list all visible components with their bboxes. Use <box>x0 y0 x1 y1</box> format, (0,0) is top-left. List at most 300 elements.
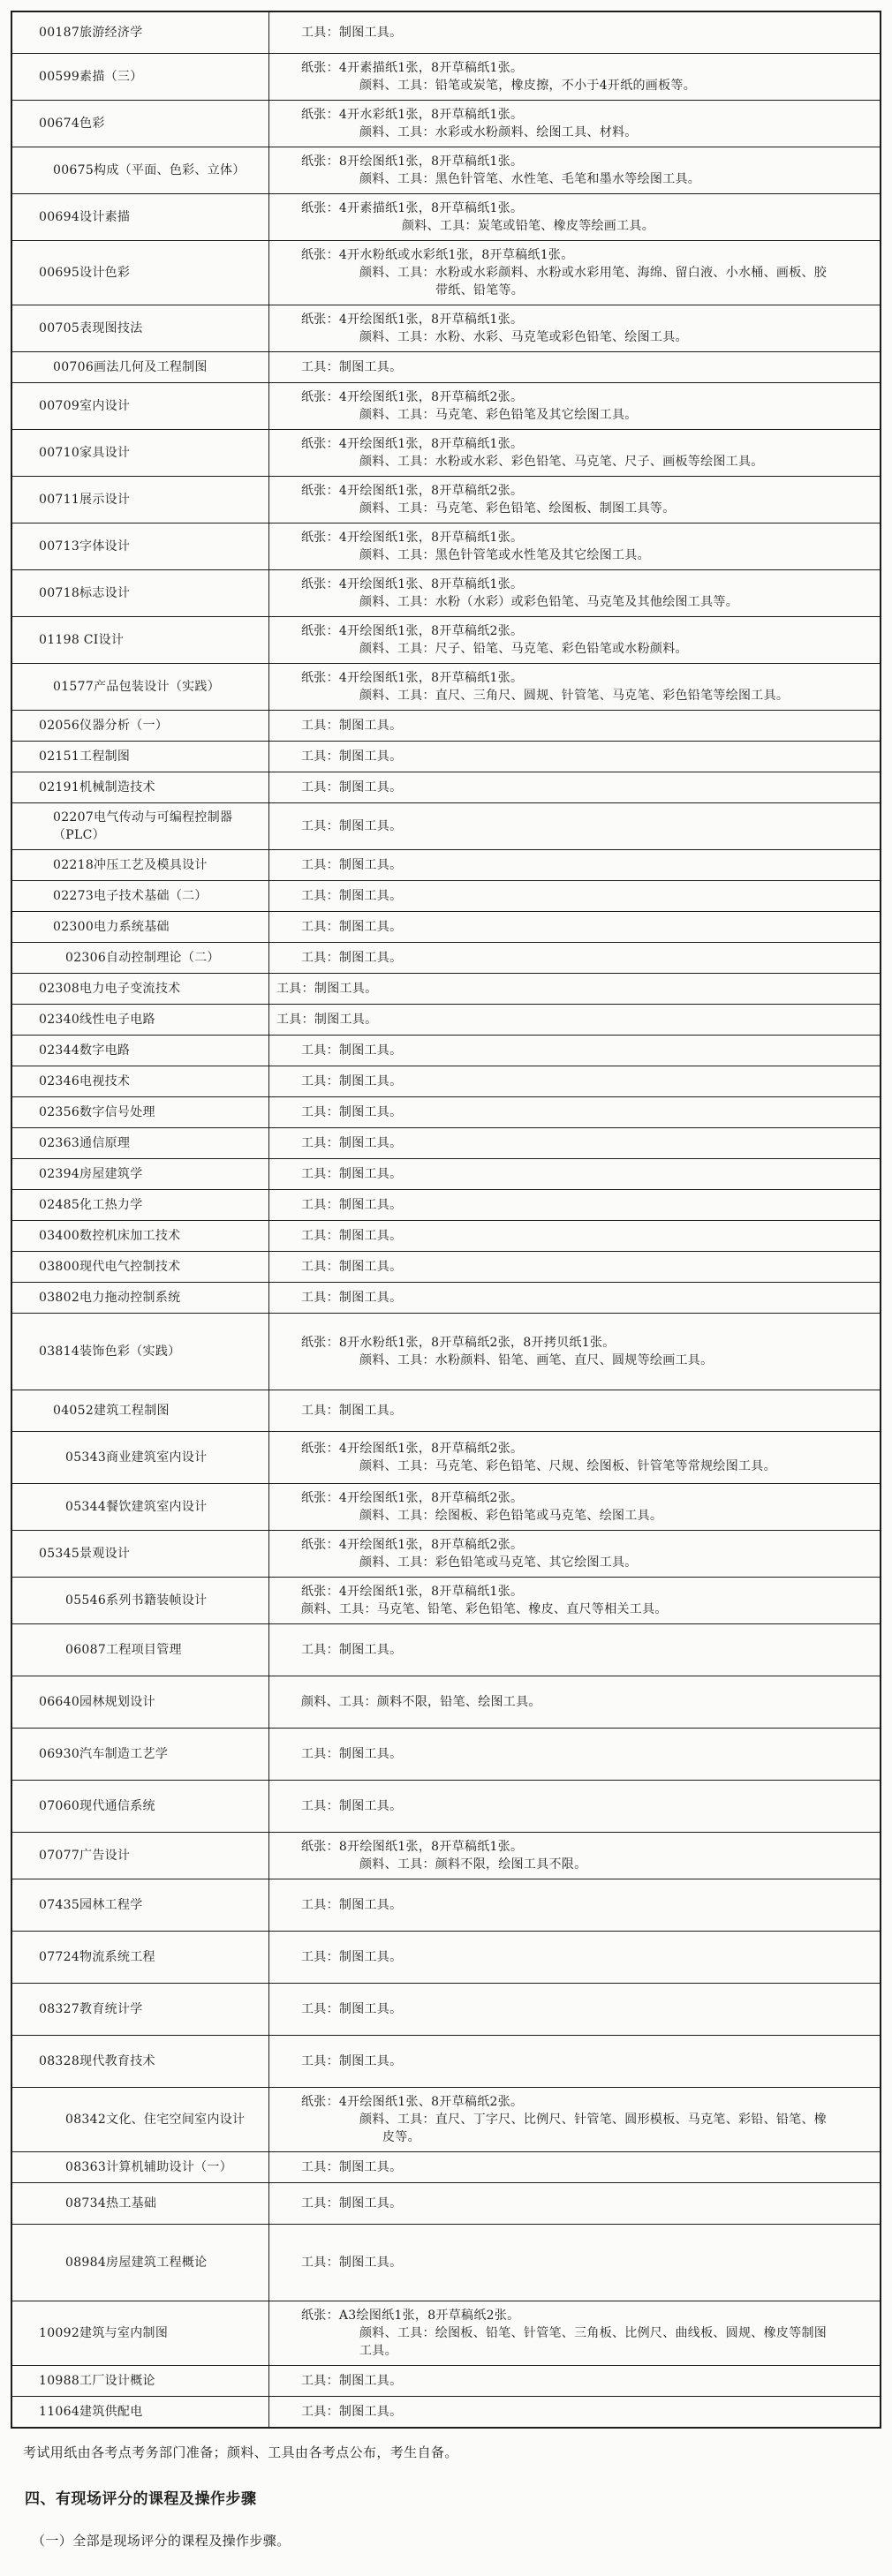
course-name-text: 06640园林规划设计 <box>39 1695 155 1709</box>
table-row <box>12 849 880 880</box>
course-name-text: 02306自动控制理论（二） <box>65 951 220 965</box>
course-name-cell <box>12 2225 269 2301</box>
requirements-cell <box>269 1159 880 1189</box>
requirement-text: 纸张：4开绘图纸1张，8开草稿纸1张。 <box>301 671 524 685</box>
requirement-text: 工具：制图工具。 <box>301 780 403 795</box>
requirement-text: 工具：制图工具。 <box>301 1404 403 1418</box>
table-row <box>12 1251 880 1282</box>
course-name-text: 00705表现图技法 <box>39 321 143 335</box>
course-name-cell <box>12 912 269 942</box>
requirements-cell <box>269 1128 880 1158</box>
course-name-cell <box>12 523 269 569</box>
requirements-cell <box>269 477 880 523</box>
requirement-text: 纸张：4开绘图纸1张，8开草稿纸2张。 <box>301 484 524 498</box>
requirement-text: 颜料、工具：尺子、铅笔、马克笔、彩色铅笔或水粉颜料。 <box>359 642 688 656</box>
table-row <box>12 2035 880 2087</box>
requirements-cell <box>269 1314 880 1390</box>
course-name-text: 06087工程项目管理 <box>65 1643 182 1657</box>
requirements-cell <box>269 101 880 147</box>
requirements-cell <box>269 2152 880 2182</box>
requirements-cell <box>269 850 880 880</box>
section-heading: 四、有现场评分的课程及操作步骤 <box>25 2490 257 2508</box>
course-name-cell <box>12 1314 269 1390</box>
requirement-text: 工具：制图工具。 <box>301 1799 403 1813</box>
requirement-text: 工具：制图工具。 <box>301 2256 403 2270</box>
course-name-cell <box>12 2397 269 2427</box>
course-name-cell <box>12 194 269 240</box>
requirement-text: 颜料、工具：水粉、水彩、马克笔或彩色铅笔、绘图工具。 <box>359 330 688 344</box>
table-row <box>12 1313 880 1390</box>
course-name-text: 06930汽车制造工艺学 <box>39 1747 169 1761</box>
course-name-cell <box>12 1932 269 1983</box>
table-row <box>12 1189 880 1220</box>
requirement-text: 带纸、铅笔等。 <box>435 283 525 298</box>
course-name-text: 08327教育统计学 <box>39 2002 143 2016</box>
requirement-text: 颜料、工具：直尺、丁字尺、比例尺、针管笔、圆形模板、马克笔、彩铅、铅笔、橡 <box>359 2113 828 2127</box>
requirement-text: 颜料、工具：水粉或水彩颜料、水粉或水彩用笔、海绵、留白液、小水桶、画板、胶 <box>359 266 828 280</box>
requirements-cell <box>269 523 880 569</box>
course-name-text: 02356数字信号处理 <box>39 1105 155 1119</box>
requirement-text: 工具：制图工具。 <box>301 858 403 872</box>
course-name-text: 02363通信原理 <box>39 1136 131 1150</box>
course-name-cell <box>12 742 269 772</box>
course-name-text: 03802电力拖动控制系统 <box>39 1291 181 1305</box>
requirement-text: 纸张：4开绘图纸1张、8开草稿纸2张。 <box>301 2095 524 2109</box>
course-name-text: 00599素描（三） <box>39 70 143 84</box>
course-name-text: 02340线性电子电路 <box>39 1013 155 1027</box>
requirements-cell <box>269 1879 880 1931</box>
requirements-cell <box>269 1432 880 1483</box>
course-name-cell <box>12 1484 269 1530</box>
table-row <box>12 616 880 663</box>
table-row <box>12 240 880 305</box>
requirement-text: 颜料、工具：水彩或水粉颜料、绘图工具、材料。 <box>359 125 638 139</box>
table-row <box>12 2365 880 2396</box>
requirement-text: 纸张：8开绘图纸1张，8开草稿纸1张。 <box>301 154 524 169</box>
requirement-text: 纸张：4开水彩纸1张，8开草稿纸1张。 <box>301 108 524 122</box>
course-name-cell <box>12 943 269 973</box>
table-row <box>12 1483 880 1530</box>
requirement-text: 纸张：4开绘图纸1张，8开草稿纸2张。 <box>301 1491 524 1505</box>
requirements-cell <box>269 1066 880 1096</box>
table-row <box>12 476 880 523</box>
requirement-text: 颜料、工具：炭笔或铅笔、橡皮等绘画工具。 <box>402 219 654 233</box>
course-name-cell <box>12 772 269 802</box>
requirement-text: 工具：制图工具。 <box>301 2405 403 2419</box>
course-name-text: 02300电力系统基础 <box>53 920 170 934</box>
requirement-text: 颜料、工具：彩色铅笔或马克笔、其它绘图工具。 <box>359 1555 638 1570</box>
course-name-text: 03400数控机床加工技术 <box>39 1229 181 1243</box>
course-name-text: 08984房屋建筑工程概论 <box>65 2256 208 2270</box>
requirement-text: 颜料、工具：直尺、三角尺、圆规、针管笔、马克笔、彩色铅笔等绘图工具。 <box>359 689 790 703</box>
requirements-cell <box>269 912 880 942</box>
requirements-cell <box>269 803 880 849</box>
course-name-cell <box>12 12 269 53</box>
course-name-cell <box>12 1252 269 1282</box>
requirement-text: 纸张：4开绘图纸1张，8开草稿纸2张。 <box>301 1442 524 1456</box>
requirement-text: 颜料、工具：马克笔、彩色铅笔、尺规、绘图板、针管笔等常规绘图工具。 <box>359 1459 776 1473</box>
table-row <box>12 1004 880 1035</box>
requirements-cell <box>269 2036 880 2087</box>
course-name-cell <box>12 1283 269 1313</box>
table-row <box>12 1282 880 1313</box>
requirement-text: 纸张：4开绘图纸1张，8开草稿纸1张。 <box>301 1585 524 1599</box>
course-name-cell <box>12 352 269 382</box>
course-name-cell <box>12 617 269 663</box>
course-name-text: 07077广告设计 <box>39 1849 131 1863</box>
requirement-text: 颜料、工具：马克笔、铅笔、彩色铅笔、橡皮、直尺等相关工具。 <box>301 1602 668 1616</box>
requirements-cell <box>269 943 880 973</box>
requirements-cell <box>269 2088 880 2151</box>
course-name-cell <box>12 1879 269 1931</box>
course-name-cell <box>12 1159 269 1189</box>
requirement-text: 工具：制图工具。 <box>301 1898 403 1912</box>
requirement-text: 颜料、工具：铅笔或炭笔，橡皮擦，不小于4开纸的画板等。 <box>359 79 697 93</box>
table-row <box>12 2087 880 2151</box>
requirement-text: 颜料、工具：颜料不限，绘图工具不限。 <box>359 1857 587 1872</box>
course-name-cell <box>12 383 269 429</box>
course-name-text: 07435园林工程学 <box>39 1898 143 1912</box>
course-name-cell <box>12 1036 269 1066</box>
course-name-text: 02218冲压工艺及模具设计 <box>53 858 208 872</box>
requirement-text: 颜料、工具：水粉或水彩、彩色铅笔、马克笔、尺子、画板等绘图工具。 <box>359 455 764 469</box>
course-name-cell <box>12 711 269 741</box>
course-name-text: 05345景观设计 <box>39 1547 131 1561</box>
table-row <box>12 2396 880 2427</box>
table-row <box>12 351 880 382</box>
requirements-cell <box>269 1984 880 2035</box>
requirement-text: 工具：制图工具。 <box>276 1013 378 1027</box>
table-row <box>12 1780 880 1832</box>
course-name-text: 08363计算机辅助设计（一） <box>65 2160 233 2174</box>
requirement-text: 颜料、工具：水粉（水彩）或彩色铅笔、马克笔及其他绘图工具等。 <box>359 595 738 609</box>
requirement-text: 工具：制图工具。 <box>301 1747 403 1761</box>
course-name-text: 11064建筑供配电 <box>39 2405 143 2419</box>
course-name-cell <box>12 1390 269 1431</box>
course-name-cell <box>12 1221 269 1251</box>
requirement-text: 纸张：4开素描纸1张，8开草稿纸1张。 <box>301 201 524 215</box>
requirement-text: 工具：制图工具。 <box>301 1043 403 1058</box>
course-name-cell <box>12 1729 269 1780</box>
course-name-cell <box>12 2088 269 2151</box>
requirements-cell <box>269 711 880 741</box>
requirements-cell <box>269 570 880 616</box>
requirements-cell <box>269 147 880 193</box>
course-name-text: 00674色彩 <box>39 117 105 131</box>
requirement-text: 颜料、工具：绘图板、铅笔、针管笔、三角板、比例尺、曲线板、圆规、橡皮等制图 <box>359 2326 828 2340</box>
requirements-cell <box>269 1252 880 1282</box>
requirement-text: 颜料、工具：黑色针管笔、水性笔、毛笔和墨水等绘图工具。 <box>359 172 701 186</box>
requirement-text: 纸张：4开绘图纸1张，8开草稿纸2张。 <box>301 390 524 404</box>
table-row <box>12 2224 880 2301</box>
table-row <box>12 942 880 973</box>
course-name-text: 01577产品包装设计（实践） <box>53 680 221 694</box>
course-name-text: 03814装饰色彩（实践） <box>39 1344 181 1359</box>
table-row <box>12 663 880 710</box>
table-row <box>12 1577 880 1623</box>
requirements-cell <box>269 54 880 100</box>
table-row <box>12 429 880 476</box>
requirements-cell <box>269 305 880 351</box>
requirement-text: 工具：制图工具。 <box>301 1136 403 1150</box>
course-name-cell <box>12 2036 269 2087</box>
table-row <box>12 1066 880 1096</box>
course-name-cell <box>12 570 269 616</box>
course-name-text: 00711展示设计 <box>39 493 131 507</box>
course-name-cell <box>12 477 269 523</box>
course-name-text: 02394房屋建筑学 <box>39 1167 143 1181</box>
table-row <box>12 53 880 100</box>
requirement-text: 工具：制图工具。 <box>301 749 403 764</box>
course-name-cell <box>12 1128 269 1158</box>
section-item: （一）全部是现场评分的课程及操作步骤。 <box>32 2533 291 2549</box>
requirements-cell <box>269 241 880 305</box>
table-row <box>12 2151 880 2182</box>
requirement-text: 工具：制图工具。 <box>301 1198 403 1212</box>
course-name-text: 00710家具设计 <box>39 446 131 460</box>
requirement-text: 工具：制图工具。 <box>301 951 403 965</box>
table-row <box>12 1431 880 1483</box>
course-name-text: 02308电力电子变流技术 <box>39 982 181 996</box>
requirement-text: 颜料、工具：马克笔、彩色铅笔及其它绘图工具。 <box>359 408 638 422</box>
course-name-text: 02344数字电路 <box>39 1043 131 1058</box>
requirement-text: 工具：制图工具。 <box>301 1260 403 1274</box>
requirement-text: 工具：制图工具。 <box>301 26 403 40</box>
requirement-text: 工具：制图工具。 <box>301 2196 403 2211</box>
course-name-text: 02151工程制图 <box>39 749 131 764</box>
requirements-cell <box>269 1578 880 1623</box>
course-name-cell <box>12 1833 269 1879</box>
requirement-text: 颜料、工具：马克笔、彩色铅笔、绘图板、制图工具等。 <box>359 501 676 516</box>
requirement-text: 纸张：8开绘图纸1张，8开草稿纸1张。 <box>301 1840 524 1854</box>
course-name-text: 01198 CI设计 <box>39 633 125 647</box>
requirement-text: 颜料、工具：绘图板、彩色铅笔或马克笔、绘图工具。 <box>359 1509 663 1523</box>
table-row <box>12 523 880 569</box>
requirements-cell <box>269 664 880 710</box>
requirement-text: 纸张：4开绘图纸1张，8开草稿纸1张。 <box>301 313 524 327</box>
requirements-cell <box>269 617 880 663</box>
course-name-text: 00675构成（平面、色彩、立体） <box>53 163 246 177</box>
requirements-cell <box>269 2225 880 2301</box>
requirements-cell <box>269 12 880 53</box>
requirement-text: 纸张：4开绘图纸1张、8开草稿纸1张。 <box>301 577 524 591</box>
table-row <box>12 1158 880 1189</box>
requirements-cell <box>269 1221 880 1251</box>
requirement-text: 工具：制图工具。 <box>301 1229 403 1243</box>
requirements-cell <box>269 742 880 772</box>
course-name-text: 00713字体设计 <box>39 539 131 554</box>
requirements-cell <box>269 1390 880 1431</box>
course-name-cell <box>12 1781 269 1832</box>
requirements-cell <box>269 1484 880 1530</box>
course-name-text: 04052建筑工程制图 <box>53 1404 170 1418</box>
requirements-cell <box>269 194 880 240</box>
course-name-text: 00706画法几何及工程制图 <box>53 360 208 374</box>
course-name-cell <box>12 850 269 880</box>
course-name-text: 02273电子技术基础（二） <box>53 889 208 903</box>
requirement-text: 工具：制图工具。 <box>301 1167 403 1181</box>
requirement-text: 工具：制图工具。 <box>301 360 403 374</box>
requirements-cell <box>269 1624 880 1676</box>
course-name-text: 05343商业建筑室内设计 <box>65 1450 208 1465</box>
requirements-cell <box>269 1190 880 1220</box>
requirements-cell <box>269 1531 880 1577</box>
requirement-text: 工具：制图工具。 <box>301 819 403 833</box>
requirement-text: 纸张：4开绘图纸1张，8开草稿纸2张。 <box>301 624 524 638</box>
table-row <box>12 12 880 53</box>
requirements-cell <box>269 2366 880 2396</box>
requirements-cell <box>269 1005 880 1035</box>
course-name-text: 00695设计色彩 <box>39 266 131 280</box>
requirements-cell <box>269 1932 880 1983</box>
course-name-cell <box>12 54 269 100</box>
table-row <box>12 741 880 772</box>
course-name-text: 10092建筑与室内制图 <box>39 2326 169 2340</box>
requirement-text: 纸张：4开水粉纸或水彩纸1张，8开草稿纸1张。 <box>301 248 574 262</box>
course-name-cell <box>12 2152 269 2182</box>
course-name-text: 00709室内设计 <box>39 399 131 413</box>
table-row <box>12 1728 880 1780</box>
requirements-cell <box>269 1676 880 1728</box>
course-name-cell <box>12 1097 269 1127</box>
requirement-text: 工具：制图工具。 <box>301 1105 403 1119</box>
course-name-text: 02207电气传动与可编程控制器 <box>53 810 233 825</box>
requirements-cell <box>269 2301 880 2365</box>
table-row <box>12 1530 880 1577</box>
course-name-cell <box>12 101 269 147</box>
course-name-text: 02485化工热力学 <box>39 1198 143 1212</box>
table-row <box>12 1390 880 1431</box>
requirement-text: 工具：制图工具。 <box>301 2054 403 2068</box>
requirement-text: 工具：制图工具。 <box>301 1643 403 1657</box>
requirements-cell <box>269 383 880 429</box>
requirements-cell <box>269 2397 880 2427</box>
requirement-text: 纸张：A3绘图纸1张，8开草稿纸2张。 <box>301 2309 520 2323</box>
requirements-cell <box>269 352 880 382</box>
table-row <box>12 802 880 849</box>
table-row <box>12 1676 880 1728</box>
course-name-cell <box>12 2301 269 2365</box>
course-name-text: 00718标志设计 <box>39 586 131 600</box>
course-name-cell <box>12 974 269 1004</box>
table-row <box>12 1931 880 1983</box>
course-name-cell <box>12 1578 269 1623</box>
requirement-text: 工具：制图工具。 <box>301 2160 403 2174</box>
requirements-cell <box>269 430 880 476</box>
requirements-cell <box>269 1036 880 1066</box>
course-name-cell <box>12 430 269 476</box>
table-row <box>12 2301 880 2365</box>
table-row <box>12 1096 880 1127</box>
requirements-cell <box>269 974 880 1004</box>
course-name-text: 07060现代通信系统 <box>39 1799 155 1813</box>
course-name-text: 03800现代电气控制技术 <box>39 1260 181 1274</box>
requirement-text: 工具：制图工具。 <box>301 1950 403 1964</box>
table-row <box>12 1623 880 1676</box>
requirement-text: 纸张：4开素描纸1张，8开草稿纸1张。 <box>301 61 524 75</box>
table-row <box>12 1127 880 1158</box>
course-name-text: 02191机械制造技术 <box>39 780 155 795</box>
table-row <box>12 305 880 351</box>
course-name-text: 05546系列书籍装帧设计 <box>65 1593 208 1608</box>
requirement-text: 工具。 <box>359 2344 397 2358</box>
requirement-text: 颜料、工具：水粉颜料、铅笔、画笔、直尺、圆规等绘画工具。 <box>359 1353 714 1367</box>
course-name-cell <box>12 1066 269 1096</box>
table-row <box>12 2182 880 2224</box>
requirement-text: 颜料、工具：黑色针管笔或水性笔及其它绘图工具。 <box>359 548 650 562</box>
course-name-cell <box>12 2183 269 2224</box>
table-row <box>12 569 880 616</box>
course-name-text: 08342文化、住宅空间室内设计 <box>65 2113 246 2127</box>
course-name-text: （PLC） <box>53 828 105 842</box>
requirement-text: 纸张：4开绘图纸1张，8开草稿纸1张。 <box>301 437 524 451</box>
course-name-cell <box>12 1531 269 1577</box>
requirement-text: 纸张：4开绘图纸1张，8开草稿纸1张。 <box>301 531 524 545</box>
course-name-cell <box>12 1984 269 2035</box>
table-row <box>12 1879 880 1931</box>
requirement-text: 工具：制图工具。 <box>301 2374 403 2388</box>
course-name-cell <box>12 1005 269 1035</box>
requirement-text: 工具：制图工具。 <box>301 1291 403 1305</box>
requirement-text: 纸张：4开绘图纸1张，8开草稿纸2张。 <box>301 1538 524 1552</box>
requirement-text: 工具：制图工具。 <box>301 2002 403 2016</box>
requirements-cell <box>269 772 880 802</box>
table-row <box>12 1035 880 1066</box>
requirement-text: 工具：制图工具。 <box>301 889 403 903</box>
table-row <box>12 1983 880 2035</box>
requirements-cell <box>269 1097 880 1127</box>
course-name-cell <box>12 1624 269 1676</box>
table-row <box>12 911 880 942</box>
table-row <box>12 382 880 429</box>
requirement-text: 工具：制图工具。 <box>301 920 403 934</box>
course-name-text: 08734热工基础 <box>65 2196 157 2211</box>
requirement-text: 工具：制图工具。 <box>301 1074 403 1088</box>
requirements-cell <box>269 2183 880 2224</box>
table-row <box>12 710 880 741</box>
table-row <box>12 1832 880 1879</box>
course-name-cell <box>12 664 269 710</box>
requirement-text: 工具：制图工具。 <box>301 719 403 733</box>
course-name-cell <box>12 147 269 193</box>
table-row <box>12 772 880 802</box>
requirement-text: 皮等。 <box>382 2130 420 2144</box>
table-row <box>12 100 880 147</box>
requirements-cell <box>269 1729 880 1780</box>
course-name-text: 07724物流系统工程 <box>39 1950 155 1964</box>
requirements-table <box>11 11 881 2429</box>
course-name-text: 00187旅游经济学 <box>39 26 143 40</box>
requirements-cell <box>269 881 880 911</box>
table-row <box>12 973 880 1004</box>
course-name-cell <box>12 803 269 849</box>
course-name-text: 02346电视技术 <box>39 1074 131 1088</box>
course-name-cell <box>12 1190 269 1220</box>
course-name-cell <box>12 2366 269 2396</box>
course-name-text: 05344餐饮建筑室内设计 <box>65 1500 208 1514</box>
paper-note: 考试用纸由各考点考务部门准备；颜料、工具由各考点公布，考生自备。 <box>23 2444 458 2460</box>
requirement-text: 工具：制图工具。 <box>276 982 378 996</box>
table-row <box>12 193 880 240</box>
requirement-text: 纸张：8开水粉纸1张，8开草稿纸2张，8开拷贝纸1张。 <box>301 1336 616 1350</box>
requirements-cell <box>269 1283 880 1313</box>
course-name-text: 00694设计素描 <box>39 210 131 224</box>
requirement-text: 颜料、工具：颜料不限，铅笔、绘图工具。 <box>301 1695 541 1709</box>
course-name-text: 02056仪器分析（一） <box>39 719 169 733</box>
requirements-cell <box>269 1781 880 1832</box>
course-name-cell <box>12 881 269 911</box>
course-name-cell <box>12 1432 269 1483</box>
